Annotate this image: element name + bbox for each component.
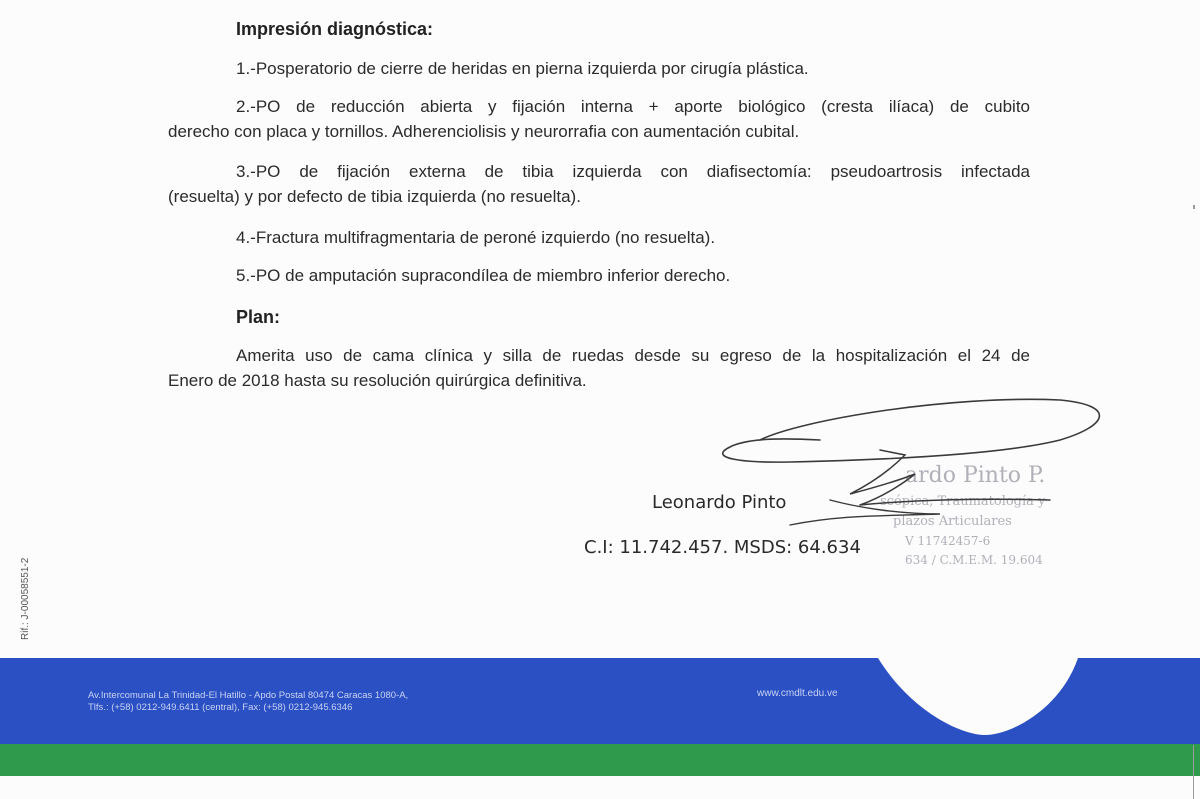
- stamp-line-5: 634 / C.M.E.M. 19.604: [905, 553, 1043, 567]
- stamp-line-3: plazos Articulares: [893, 514, 1012, 529]
- diagnosis-item-4-line-1: 4.-Fractura multifragmentaria de peroné izquierdo (no resuelta).: [236, 228, 716, 247]
- signatory-id: C.I: 11.742.457. MSDS: 64.634: [584, 537, 861, 558]
- right-edge-tick: [1193, 205, 1195, 209]
- diagnosis-heading: Impresión diagnóstica:: [236, 19, 434, 39]
- stamp-line-2: scópica, Traumatología y: [880, 494, 1046, 509]
- right-edge-mark: [1193, 745, 1194, 799]
- diagnosis-item-3: [168, 159, 1030, 209]
- diagnosis-item-1-line-1: 1.-Posperatorio de cierre de heridas en pierna izquierda por cirugía plástica.: [236, 59, 809, 78]
- plan-paragraph: [168, 343, 1030, 393]
- footer-address-line-1: Av.Intercomunal La Trinidad-El Hatillo - Apdo Postal 80474 Caracas 1080-A,: [88, 690, 409, 701]
- diagnosis-item-5: [168, 263, 1030, 288]
- signatory-name: Leonardo Pinto: [652, 492, 787, 513]
- stamp-line-1: ardo Pinto P.: [905, 463, 1046, 488]
- footer-website: www.cmdlt.edu.ve: [757, 688, 838, 699]
- diagnosis-item-2: [168, 94, 1030, 144]
- rif-number: Rif.: J-00058551-2: [20, 557, 31, 640]
- plan-line-2: Enero de 2018 hasta su resolución quirúrgica definitiva.: [168, 371, 587, 390]
- stamp-line-4: V 11742457-6: [905, 534, 991, 548]
- diagnosis-item-5-line-1: 5.-PO de amputación supracondílea de miembro inferior derecho.: [236, 266, 731, 285]
- plan-line-1: Amerita uso de cama clínica y silla de ruedas desde su egreso de la hospitalización el 24 de: [236, 346, 1030, 365]
- diagnosis-item-2-line-1: 2.-PO de reducción abierta y fijación interna + aporte biológico (cresta ilíaca) de cubito: [236, 97, 1030, 116]
- footer-address-line-2: Tlfs.: (+58) 0212-949.6411 (central), Fax: (+58) 0212-945.6346: [88, 702, 353, 713]
- diagnosis-item-1: [168, 56, 1030, 81]
- diagnosis-item-3-line-1: 3.-PO de fijación externa de tibia izquierda con diafisectomía: pseudoartrosis infectada: [236, 162, 1030, 181]
- plan-heading: Plan:: [236, 307, 281, 327]
- diagnosis-item-2-line-2: derecho con placa y tornillos. Adherenciolisis y neurorrafia con aumentación cubital.: [168, 122, 800, 141]
- diagnosis-item-4: [168, 225, 1030, 250]
- diagnosis-item-3-line-2: (resuelta) y por defecto de tibia izquierda (no resuelta).: [168, 187, 581, 206]
